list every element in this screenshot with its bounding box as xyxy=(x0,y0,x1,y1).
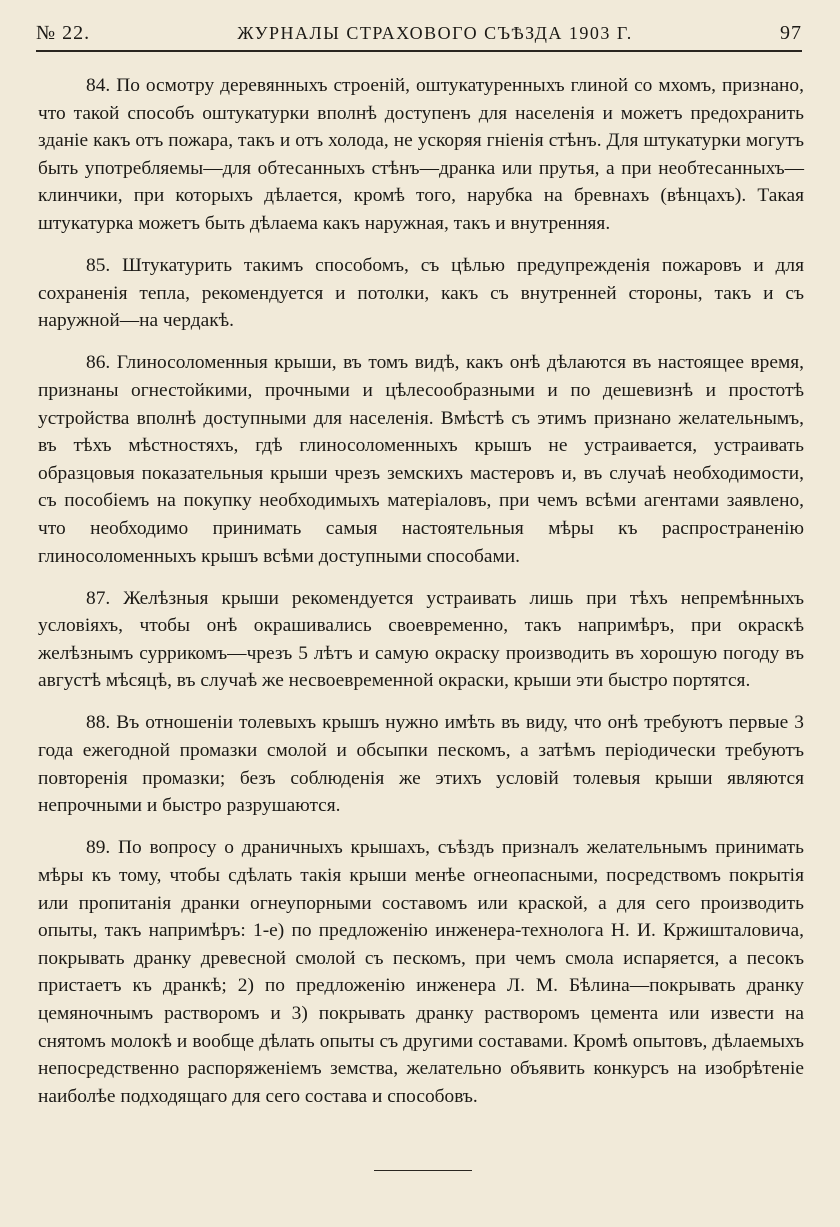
page-number: 97 xyxy=(779,22,802,44)
paragraph-number: 87. xyxy=(86,587,111,609)
header-divider xyxy=(36,50,802,52)
paragraph-85 xyxy=(38,252,804,335)
body-text xyxy=(38,72,804,1125)
journal-title: ЖУРНАЛЫ СТРАХОВОГО СЪѢЗДА 1903 Г. xyxy=(237,23,633,43)
paragraph-number: 85. xyxy=(86,255,111,277)
paragraph-number: 86. xyxy=(86,352,111,374)
paragraph-text: Желѣзныя крыши рекомендуется устраивать лишь при тѣхъ непремѣнныхъ условіяхъ, чтобы онѣ окрашивались своевременно, такъ напримѣръ, при окраскѣ желѣзнымъ суррикомъ—чрезъ 5 лѣтъ и самую окраску производить въ хорошую погоду въ августѣ мѣсяцѣ, въ случаѣ же несвоевременной окраски, крыши эти быстро портятся. xyxy=(38,587,804,692)
page-header xyxy=(36,22,802,50)
paragraph-number: 89. xyxy=(86,837,111,859)
paragraph-84 xyxy=(38,72,804,238)
issue-number: № 22. xyxy=(36,22,91,44)
paragraph-87 xyxy=(38,585,804,695)
paragraph-text: По вопросу о драничныхъ крышахъ, съѣздъ призналъ желательнымъ принимать мѣры къ тому, чтобы сдѣлать такія крыши менѣе огнеопасными, посредствомъ покрытія или пропитанія дранки огнеупорными составомъ или краской, а для сего производить опыты, такъ напримѣръ: 1-е) по предложенію инженера-технолога Н. И. Кржишталовича, покрывать дранку древесной смолой съ пескомъ, при чемъ смола испаряется, а песокъ пристаетъ къ дранкѣ; 2) по предложенію инженера Л. М. Бѣлина—покрывать дранку цемяночнымъ растворомъ и 3) покрывать дранку растворомъ цемента или извести на снятомъ молокѣ и вообще дѣлать опыты съ другими составами. Кромѣ опытовъ, дѣлаемыхъ непосредственно распоряженіемъ земства, желательно объявить конкурсъ на изобрѣтеніе наиболѣе подходящаго для сего состава и способовъ. xyxy=(38,837,804,1107)
end-divider xyxy=(374,1170,472,1171)
paragraph-86 xyxy=(38,349,804,570)
paragraph-number: 84. xyxy=(86,75,111,96)
paragraph-number: 88. xyxy=(86,712,111,734)
paragraph-text: Штукатурить такимъ способомъ, съ цѣлью предупрежденія пожаровъ и для сохраненія тепла, рекомендуется и потолки, какъ съ внутренней стороны, такъ и съ наружной—на чердакѣ. xyxy=(38,255,804,332)
paragraph-89 xyxy=(38,834,804,1110)
paragraph-88 xyxy=(38,709,804,819)
paragraph-text: Глиносоломенныя крыши, въ томъ видѣ, какъ онѣ дѣлаются въ настоящее время, признаны огнестойкими, прочными и цѣлесообразными и по дешевизнѣ и простотѣ устройства вполнѣ доступными для населенія. Вмѣстѣ съ этимъ признано желательнымъ, въ тѣхъ мѣстностяхъ, гдѣ глиносоломенныхъ крышъ не устраивается, устраивать образцовыя показательныя крыши чрезъ земскихъ мастеровъ и, въ случаѣ необходимости, съ пособіемъ на покупку необходимыхъ матеріаловъ, при чемъ всѣми агентами заявлено, что необходимо принимать самыя настоятельныя мѣры къ распространенію глиносоломенныхъ крышъ всѣми доступными способами. xyxy=(38,352,804,567)
paragraph-text: По осмотру деревянныхъ строеній, оштукатуренныхъ глиной со мхомъ, признано, что такой способъ оштукатурки вполнѣ доступенъ для населенія и можетъ предохранить зданіе какъ отъ пожара, такъ и отъ холода, не ускоряя гніенія стѣнъ. Для штукатурки могутъ быть употребляемы—для обтесанныхъ стѣнъ—дранка или прутья, а при необтесанныхъ—клинчики, при которыхъ дѣлается, кромѣ того, нарубка на бревнахъ (вѣнцахъ). Такая штукатурка можетъ быть дѣлаема какъ наружная, такъ и внутренняя. xyxy=(38,75,804,234)
paragraph-text: Въ отношеніи толевыхъ крышъ нужно имѣть въ виду, что онѣ требуютъ первые 3 года ежегодной промазки смолой и обсыпки пескомъ, а затѣмъ періодически требуютъ повторенія промазки; безъ соблюденія же этихъ условій толевыя крыши являются непрочными и быстро разрушаются. xyxy=(38,712,804,817)
